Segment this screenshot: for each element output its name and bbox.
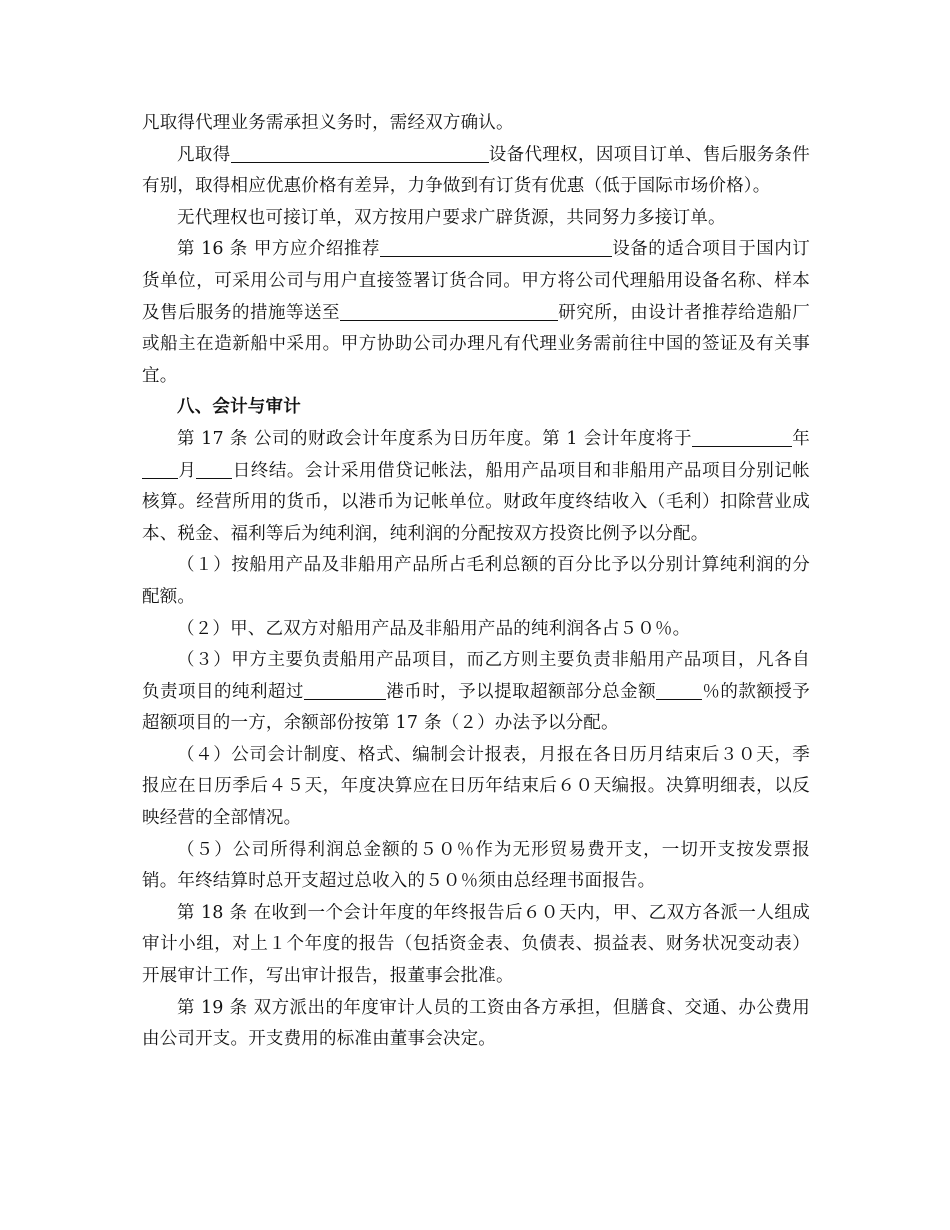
blank-line xyxy=(231,144,489,163)
article-16 xyxy=(142,234,810,392)
paragraph-no-agency-orders: 无代理权也可接订单，双方按用户要求广辟货源，共同努力多接订单。 xyxy=(177,207,726,228)
blank-line xyxy=(692,428,792,447)
paragraph-agency-obligation: 凡取得代理业务需承担义务时，需经双方确认。 xyxy=(142,113,514,133)
text-segment: 月 xyxy=(178,460,197,481)
clause-4: （４）公司会计制度、格式、编制会计报表，月报在各日历月结束后３０天，季报应在日历季后４５天，年度决算应在日历年结束后６０天编报。决算明细表，以反映经营的全部情况。 xyxy=(142,744,810,829)
text-segment: 设备代理权，因项目订单、售后服务条件有别，取得相应优惠价格有差异，力争做到有订货有优惠（低于国际市场价格）。 xyxy=(142,144,810,197)
article-18: 第 18 条 在收到一个会计年度的年终报告后６０天内，甲、乙双方各派一人组成审计小组，对上１个年度的报告（包括资金表、负债表、损益表、财务状况变动表）开展审计工作，写出审计报告，报董事会批准。 xyxy=(142,902,810,987)
blank-line xyxy=(142,460,178,479)
text-segment: 第 17 条 公司的财政会计年度系为日历年度。第 1 会计年度将于 xyxy=(177,428,692,449)
text-segment: 凡取得 xyxy=(177,144,231,165)
blank-line xyxy=(340,302,558,321)
text-segment: 年 xyxy=(791,428,810,449)
clause-3 xyxy=(142,645,810,740)
clause-1: （１）按船用产品及非船用产品所占毛利总额的百分比予以分别计算纯利润的分配额。 xyxy=(142,555,810,607)
text-segment: 设备的适合项目于国内订货单位，可采用公司与用户直接签署订货合同。甲方将公司代理船用设备名称、样本及售后服务的措施等送至 xyxy=(142,239,810,323)
blank-line xyxy=(656,681,702,700)
blank-line xyxy=(196,460,232,479)
clause-5: （５）公司所得利润总金额的５０％作为无形贸易费开支，一切开支按发票报销。年终结算时总开支超过总收入的５０％须由总经理书面报告。 xyxy=(142,839,810,892)
text-segment: ％的款额授予超额项目的一方，余额部份按第 17 条（２）办法予以分配。 xyxy=(142,681,811,734)
text-segment: 第 16 条 甲方应介绍推荐 xyxy=(177,239,380,260)
article-17 xyxy=(142,424,810,550)
text-segment: 日终结。会计采用借贷记帐法，船用产品项目和非船用产品项目分别记帐核算。经营所用的货币，以港币为记帐单位。财政年度终结收入（毛利）扣除营业成本、税金、福利等后为纯利润，纯利润的分配按双方投资比例予以分配。 xyxy=(142,460,810,544)
article-19: 第 19 条 双方派出的年度审计人员的工资由各方承担，但膳食、交通、办公费用由公司开支。开支费用的标准由董事会决定。 xyxy=(142,997,810,1050)
text-segment: 研究所，由设计者推荐给造船厂或船主在造新船中采用。甲方协助公司办理凡有代理业务需前往中国的签证及有关事宜。 xyxy=(142,302,810,386)
paragraph-agency-rights xyxy=(142,140,810,203)
blank-line xyxy=(304,681,386,700)
text-segment: （３）甲方主要负责船用产品项目，而乙方则主要负责非船用产品项目，凡各自负责项目的纯利超过 xyxy=(142,650,810,702)
document-body xyxy=(142,108,810,1056)
clause-2: （２）甲、乙双方对船用产品及非船用产品的纯利润各占５０％。 xyxy=(177,618,691,639)
blank-line xyxy=(380,238,612,257)
text-segment: 港币时，予以提取超额部分总金额 xyxy=(385,681,657,702)
section-heading: 八、会计与审计 xyxy=(177,397,301,418)
